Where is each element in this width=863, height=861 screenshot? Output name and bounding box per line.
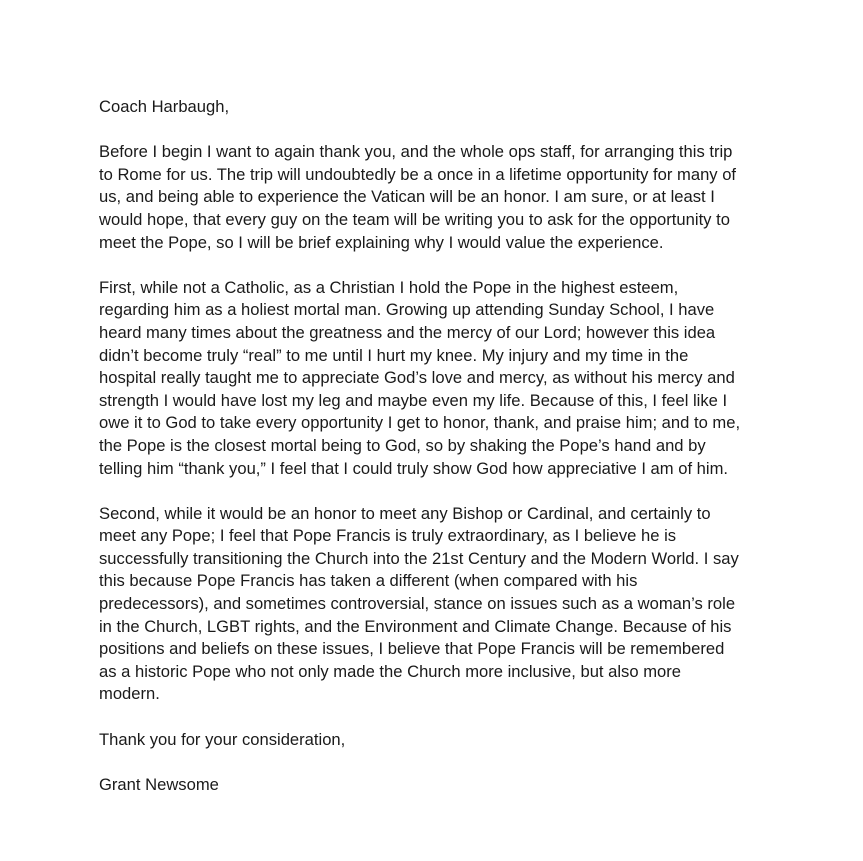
paragraph-1 [99,141,799,254]
signature-name: Grant Newsome [99,774,219,794]
paragraph-line: Second, while it would be an honor to meet any Bishop or Cardinal, and certainly to [99,503,711,523]
paragraph-line: didn’t become truly “real” to me until I hurt my knee. My injury and my time in the [99,345,689,365]
paragraph-line: hospital really taught me to appreciate God’s love and mercy, as without his mercy and [99,368,735,388]
paragraph-line: positions and beliefs on these issues, I believe that Pope Francis will be remembered [99,639,725,659]
paragraph-line: this because Pope Francis has taken a different (when compared with his [99,571,638,591]
paragraph-line: heard many times about the greatness and the mercy of our Lord; however this idea [99,322,716,342]
paragraph-line: the Pope is the closest mortal being to God, so by shaking the Pope’s hand and by [99,435,706,455]
paragraph-line: meet any Pope; I feel that Pope Francis is truly extraordinary, as I believe he is [99,526,677,546]
paragraph-2 [99,277,799,480]
letter-body [99,96,799,796]
paragraph-line: Before I begin I want to again thank you, and the whole ops staff, for arranging this trip [99,142,733,162]
paragraph-line: us, and being able to experience the Vatican will be an honor. I am sure, or at least I [99,187,715,207]
salutation: Coach Harbaugh, [99,97,230,116]
paragraph-line: in the Church, LGBT rights, and the Environment and Climate Change. Because of his [99,616,732,636]
paragraph-line: owe it to God to take every opportunity I get to honor, thank, and praise him; and to me, [99,413,741,433]
paragraph-spacer [99,706,799,729]
paragraph-spacer [99,751,799,774]
paragraph-line: meet the Pope, so I will be brief explaining why I would value the experience. [99,232,664,252]
paragraph-line: strength I would have lost my leg and maybe even my life. Because of this, I feel like I [99,390,728,410]
closing: Thank you for your consideration, [99,729,346,749]
paragraph-line: regarding him as a holiest mortal man. Growing up attending Sunday School, I have [99,300,715,320]
paragraph-line: would hope, that every guy on the team will be writing you to ask for the opportunity to [99,209,730,229]
paragraph-line: predecessors), and sometimes controversial, stance on issues such as a woman’s role [99,594,736,614]
paragraph-spacer [99,480,799,503]
paragraph-spacer [99,254,799,277]
paragraph-line: as a historic Pope who not only made the Church more inclusive, but also more [99,661,681,681]
paragraph-line: telling him “thank you,” I feel that I could truly show God how appreciative I am of him. [99,458,729,478]
paragraph-3 [99,503,799,706]
paragraph-line: First, while not a Catholic, as a Christian I hold the Pope in the highest esteem, [99,277,679,297]
paragraph-line: successfully transitioning the Church into the 21st Century and the Modern World. I say [99,548,739,568]
paragraph-spacer [99,119,799,142]
paragraph-line: modern. [99,684,160,704]
paragraph-line: to Rome for us. The trip will undoubtedly be a once in a lifetime opportunity for many of [99,164,737,184]
